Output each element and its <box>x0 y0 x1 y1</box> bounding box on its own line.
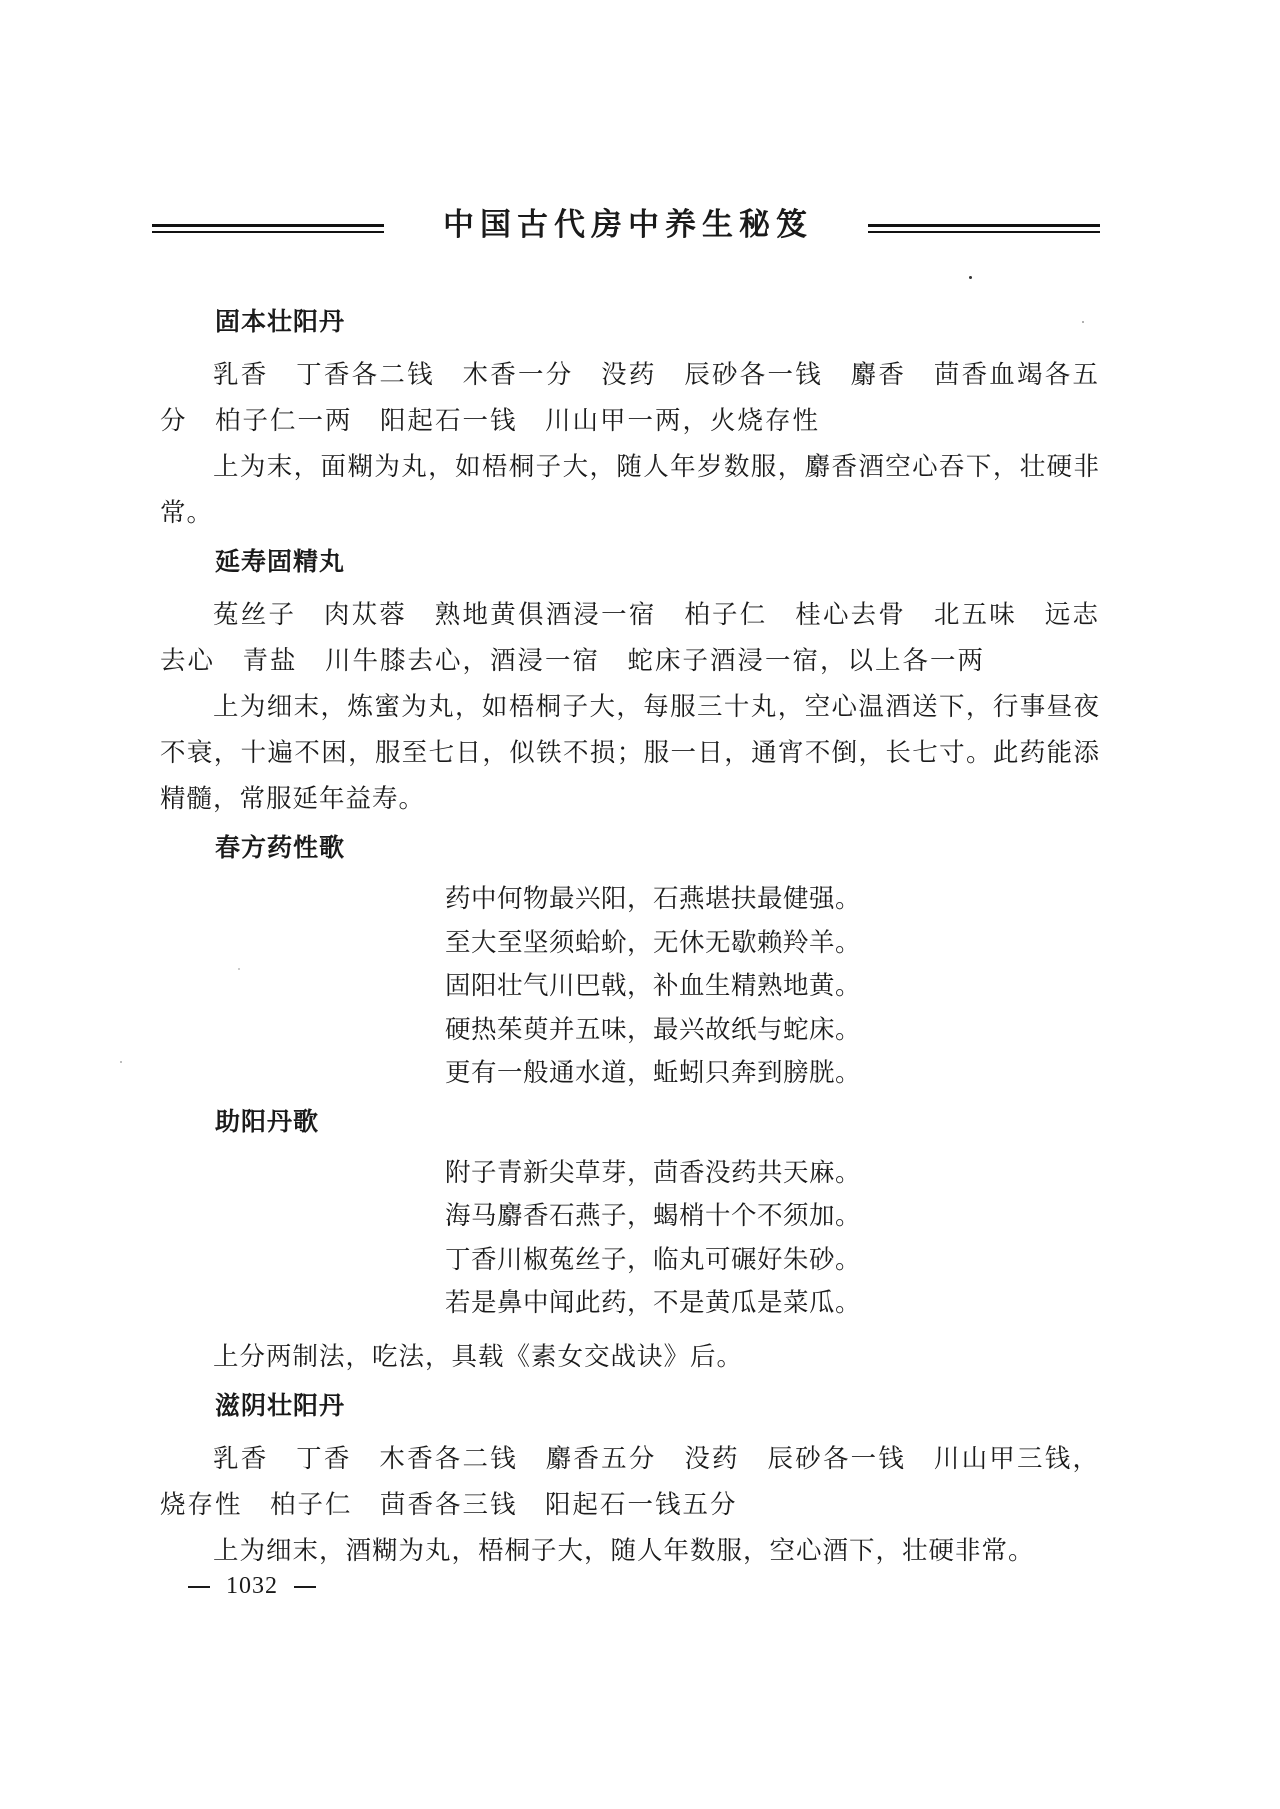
recipe-section <box>160 544 1100 822</box>
recipe-section <box>160 1388 1100 1574</box>
poem-line: 更有一般通水道，蚯蚓只奔到膀胱。 <box>445 1058 862 1088</box>
ingredients-paragraph: 乳香 丁香 木香各二钱 麝香五分 没药 辰砂各一钱 川山甲三钱，烧存性 柏子仁 茴香各三钱 阳起石一钱五分 <box>160 1443 1100 1520</box>
poem-line: 至大至坚须蛤蚧，无休无歇赖羚羊。 <box>445 927 862 958</box>
method-paragraph: 上为细末，酒糊为丸，梧桐子大，随人年数服，空心酒下，壮硬非常。 <box>213 1535 1035 1566</box>
scan-speck <box>238 968 240 970</box>
header-rule-line <box>868 224 1100 227</box>
scan-speck <box>1082 321 1084 323</box>
header-rule-right <box>868 224 1100 234</box>
poem-section <box>160 1104 1100 1380</box>
header-rule-line <box>868 231 1100 233</box>
poem-line: 海马麝香石燕子，蝎梢十个不须加。 <box>445 1201 862 1231</box>
poem-heading: 助阳丹歌 <box>215 1106 320 1136</box>
running-header <box>152 200 1100 260</box>
recipe-heading: 滋阴壮阳丹 <box>215 1390 346 1420</box>
poem-line: 药中何物最兴阳，石燕堪扶最健强。 <box>445 884 862 914</box>
page-body <box>160 296 1100 1574</box>
page-number-value: 1032 <box>226 1573 278 1599</box>
header-rule-line <box>152 231 384 233</box>
method-paragraph: 上为细末，炼蜜为丸，如梧桐子大，每服三十丸，空心温酒送下，行事昼夜不衰，十遍不困，服至七日，似铁不损；服一日，通宵不倒，长七寸。此药能添精髓，常服延年益寿。 <box>160 692 1100 814</box>
poem <box>445 1152 1100 1326</box>
poem-line: 附子青新尖草芽，茴香没药共天麻。 <box>445 1157 862 1188</box>
recipe-heading: 固本壮阳丹 <box>215 307 346 336</box>
page-number-dash <box>294 1586 316 1588</box>
poem-line: 若是鼻中闻此药，不是黄瓜是菜瓜。 <box>445 1288 862 1318</box>
header-rule-left <box>152 224 384 234</box>
poem-heading: 春方药性歌 <box>215 833 346 862</box>
book-title: 中国古代房中养生秘笈 <box>443 207 813 243</box>
header-rule-line <box>152 224 384 227</box>
scan-speck <box>969 276 972 279</box>
poem-section <box>160 830 1100 1096</box>
poem-line: 硬热茱萸并五味，最兴故纸与蛇床。 <box>445 1014 862 1045</box>
ingredients-paragraph: 菟丝子 肉苁蓉 熟地黄俱酒浸一宿 柏子仁 桂心去骨 北五味 远志去心 青盐 川牛膝去心，酒浸一宿 蛇床子酒浸一宿，以上各一两 <box>160 600 1100 676</box>
recipe-section <box>160 304 1100 536</box>
poem <box>445 878 1100 1096</box>
poem-line: 丁香川椒菟丝子，临丸可碾好朱砂。 <box>445 1244 862 1275</box>
page-number-dash <box>188 1586 210 1588</box>
page-number <box>172 1573 332 1600</box>
poem-line: 固阳壮气川巴戟，补血生精熟地黄。 <box>445 971 862 1001</box>
ingredients-paragraph: 乳香 丁香各二钱 木香一分 没药 辰砂各一钱 麝香 茴香血竭各五分 柏子仁一两 阳起石一钱 川山甲一两，火烧存性 <box>160 360 1100 436</box>
recipe-heading: 延寿固精丸 <box>215 547 346 576</box>
poem-note: 上分两制法，吃法，具载《素女交战诀》后。 <box>213 1341 744 1372</box>
scan-speck <box>120 1061 122 1063</box>
method-paragraph: 上为末，面糊为丸，如梧桐子大，随人年岁数服，麝香酒空心吞下，壮硬非常。 <box>160 452 1100 528</box>
